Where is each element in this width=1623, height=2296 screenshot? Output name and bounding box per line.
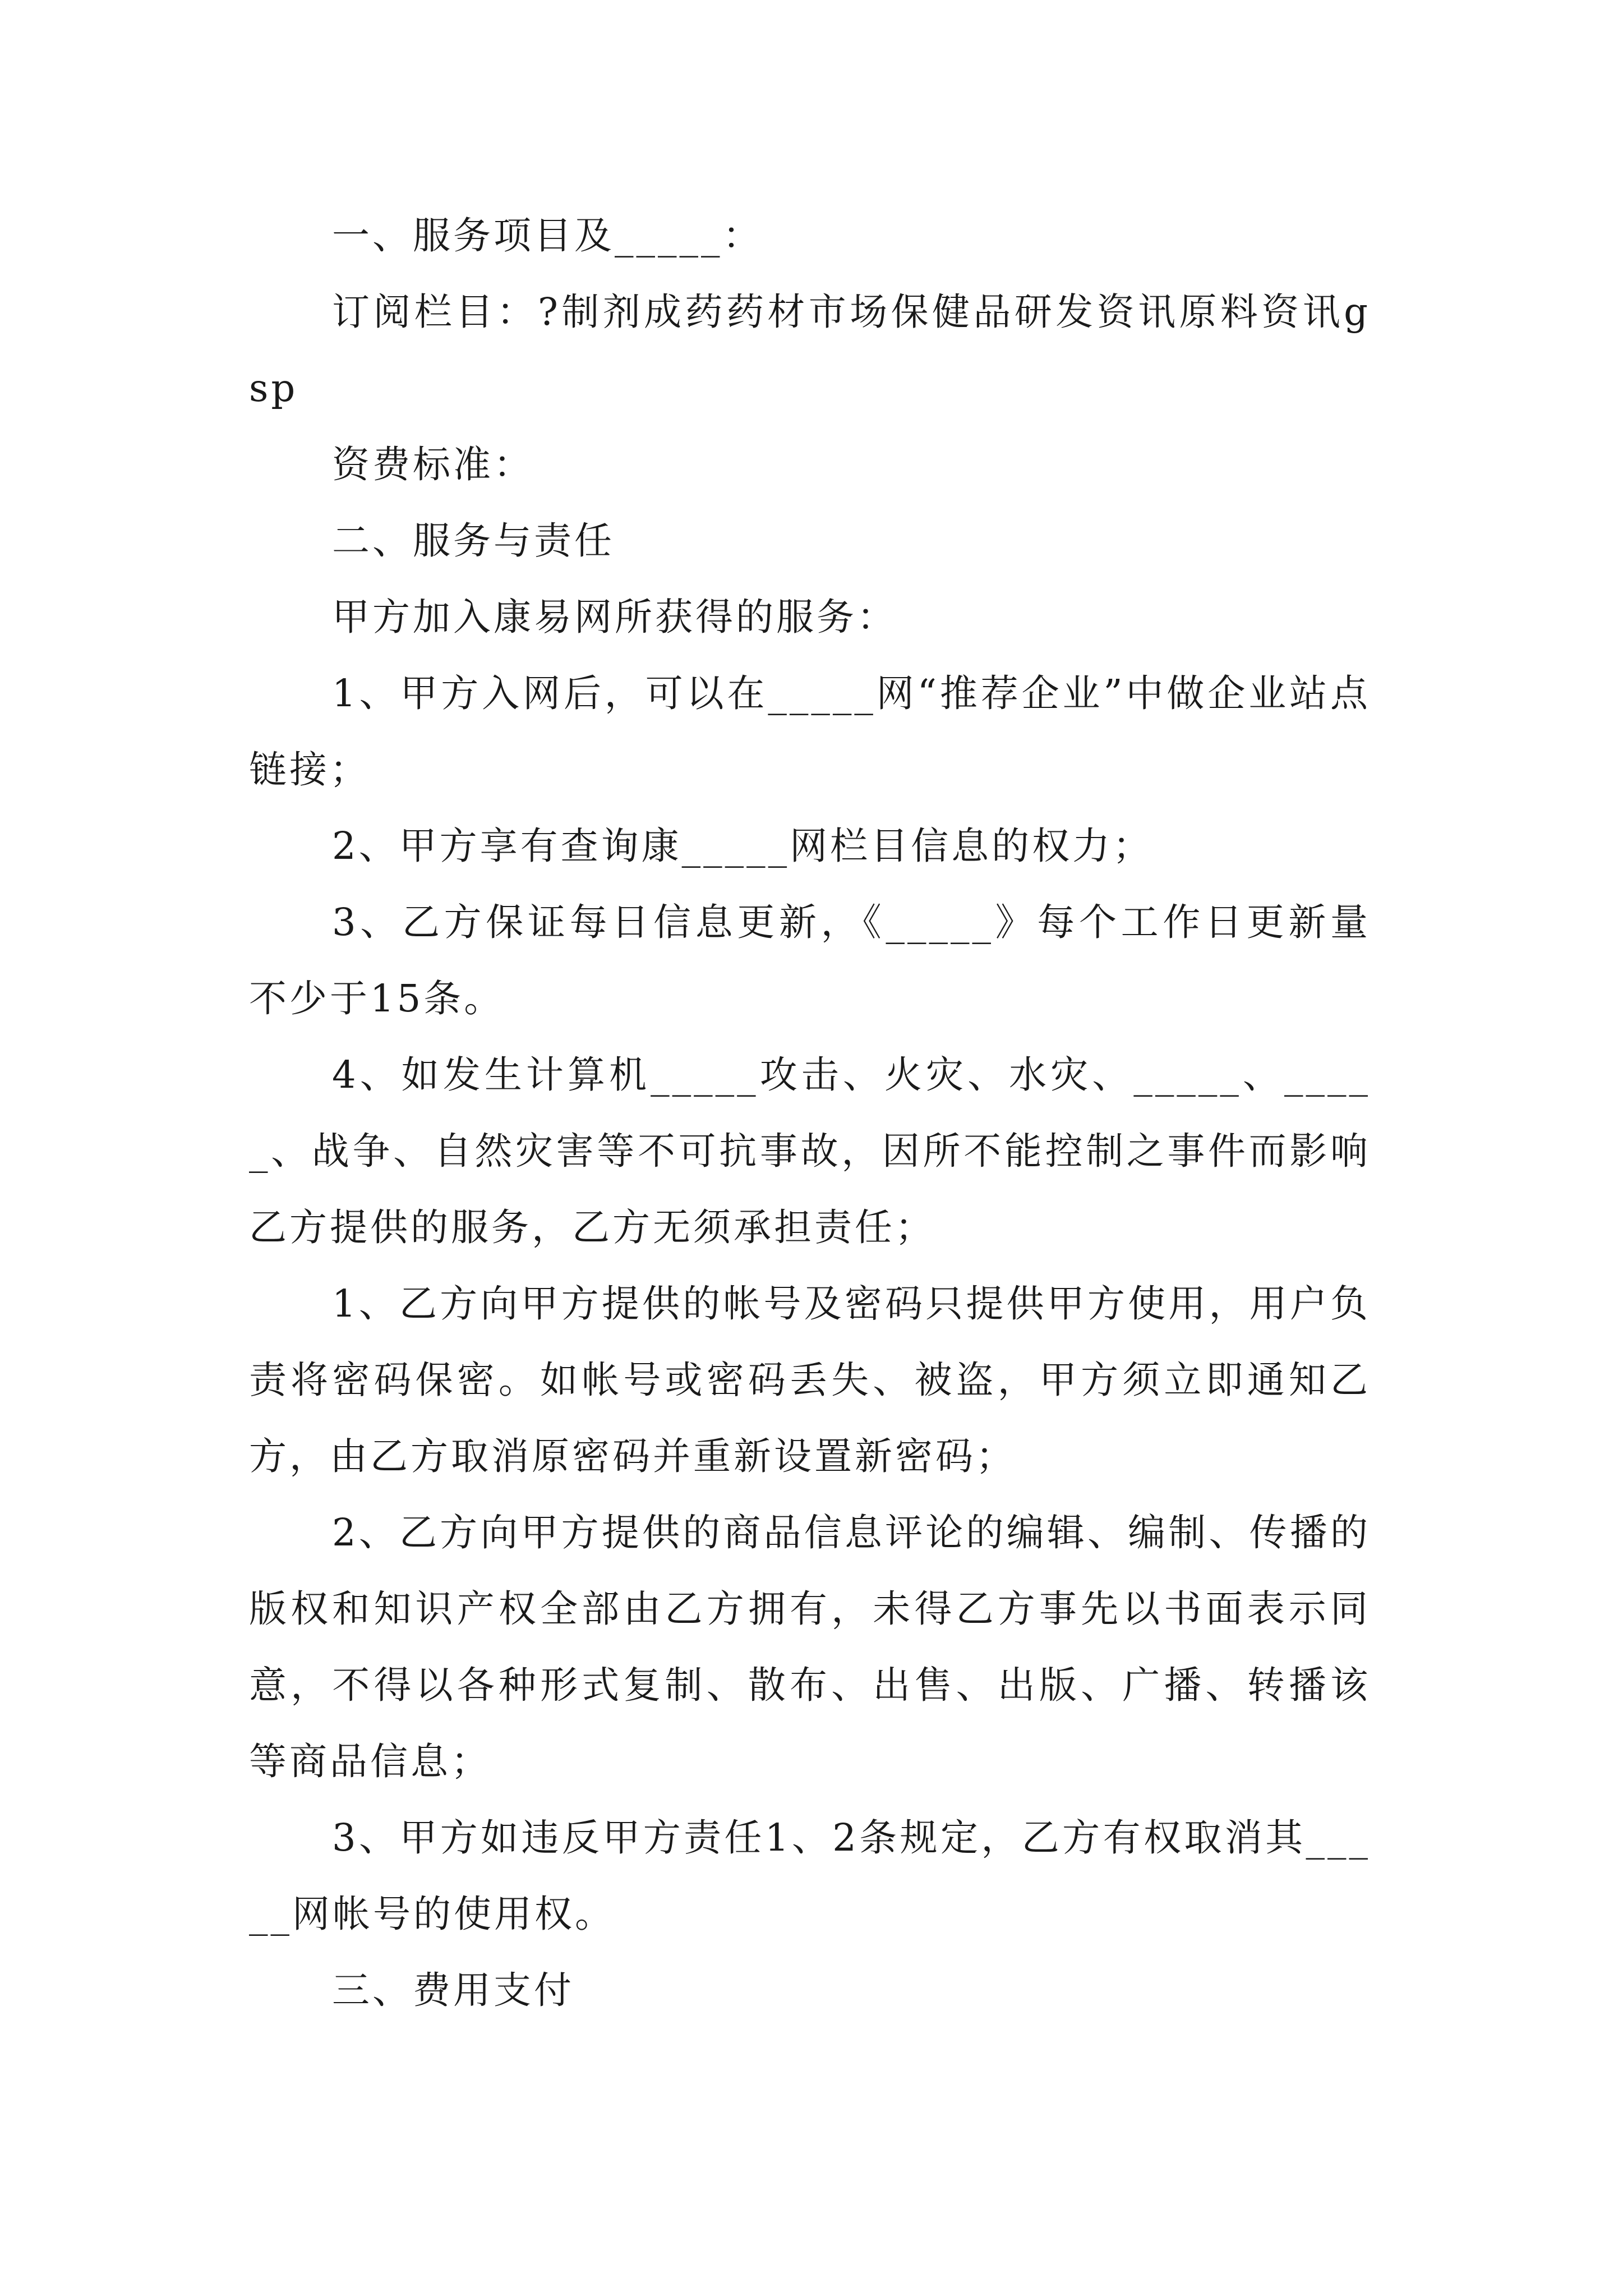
clause-paragraph: 2、甲方享有查询康_____网栏目信息的权力；	[332, 824, 1154, 868]
document-body	[249, 197, 1371, 2028]
section-heading-service-items: 一、服务项目及_____：	[332, 214, 763, 257]
clause-paragraph: 3、甲方如违反甲方责任1、2条规定，乙方有权取消其_____网帐号的使用权。	[249, 1816, 1371, 1936]
clause-paragraph: 3、乙方保证每日信息更新，《_____》每个工作日更新量不少于15条。	[249, 900, 1371, 1020]
section-heading-fee-payment: 三、费用支付	[332, 1968, 574, 2012]
clause-paragraph: 1、乙方向甲方提供的帐号及密码只提供甲方使用，用户负责将密码保密。如帐号或密码丢失、被盗，甲方须立即通知乙方，由乙方取消原密码并重新设置新密码；	[249, 1282, 1371, 1478]
clause-paragraph: 2、乙方向甲方提供的商品信息评论的编辑、编制、传播的版权和知识产权全部由乙方拥有，未得乙方事先以书面表示同意，不得以各种形式复制、散布、出售、出版、广播、转播该等商品信息；	[249, 1511, 1371, 1783]
fee-standard-paragraph: 资费标准：	[332, 443, 534, 486]
clause-paragraph: 4、如发生计算机_____攻击、火灾、水灾、_____、_____、战争、自然灾害等不可抗事故，因所不能控制之事件而影响乙方提供的服务，乙方无须承担责任；	[249, 1053, 1371, 1249]
party-a-services-intro: 甲方加入康易网所获得的服务：	[332, 595, 897, 639]
subscription-columns-paragraph: 订阅栏目：?制剂成药药材市场保健品研发资讯原料资讯gsp	[249, 290, 1371, 410]
clause-paragraph: 1、甲方入网后，可以在_____网“推荐企业”中做企业站点链接；	[249, 671, 1371, 792]
section-heading-service-responsibility: 二、服务与责任	[332, 519, 615, 563]
